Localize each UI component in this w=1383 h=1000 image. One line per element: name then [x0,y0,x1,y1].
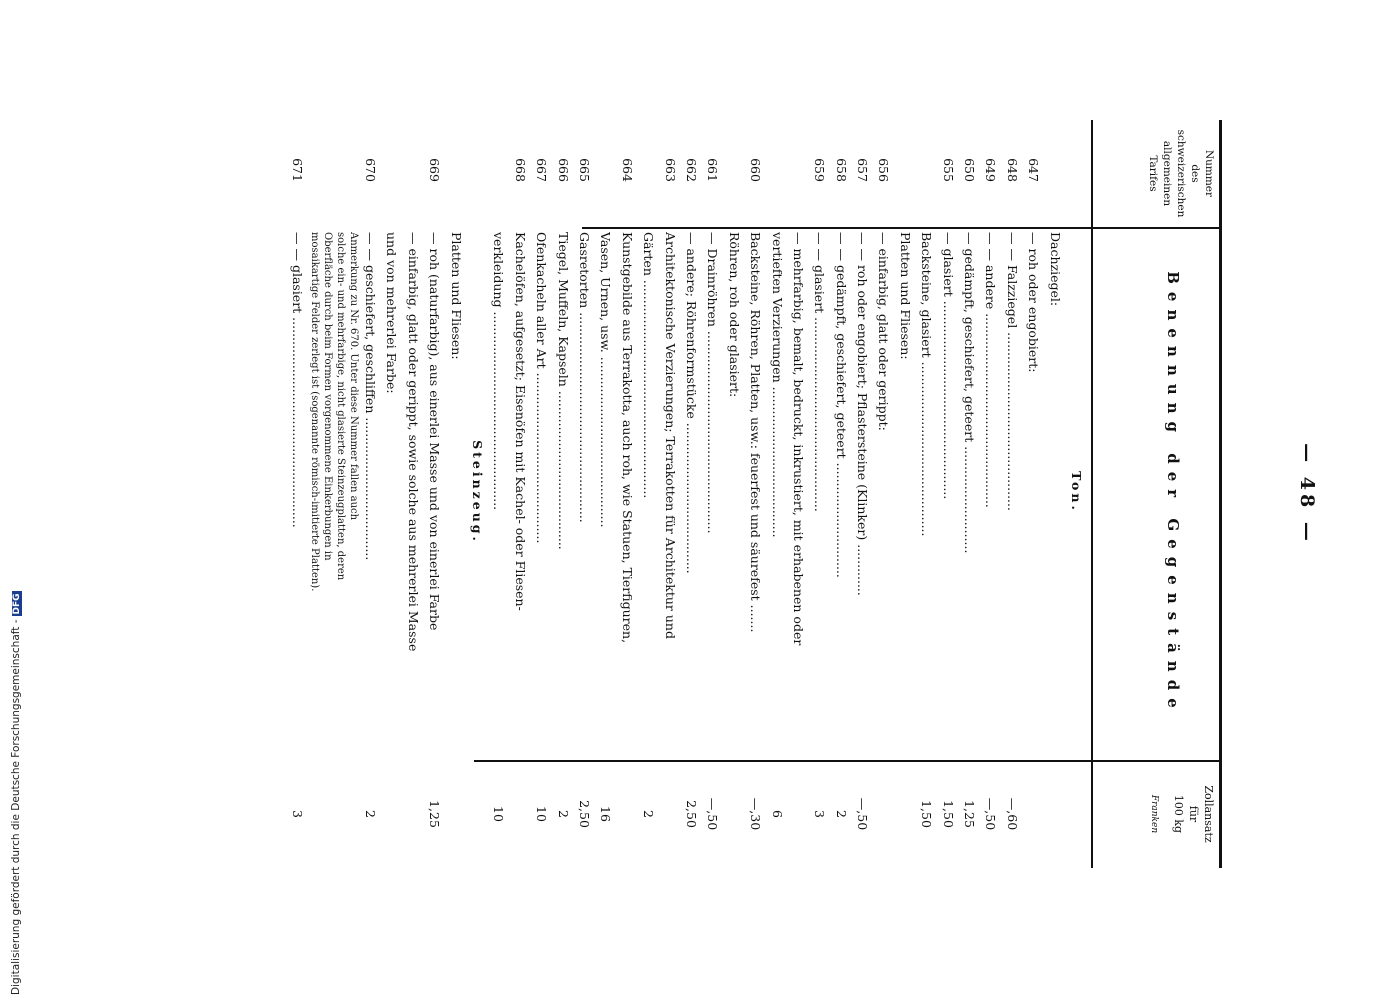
table-row [638,120,659,868]
duty-rate: 3 [812,810,828,818]
table-row [347,120,360,868]
tariff-number: 649 [983,158,999,182]
duty-rate: 2,50 [683,800,699,828]
credit-text: Digitalisierung gefördert durch die Deutsche Forschungsgemeinschaft - [10,619,22,995]
table-row [381,120,402,868]
table-row [681,120,702,868]
tariff-number: 666 [555,158,571,182]
tariff-number: 658 [833,158,849,182]
table-row [595,120,616,868]
table-row [852,120,873,868]
item-description: — — andere ................................................. [983,232,999,508]
top-rule [1219,120,1222,868]
tariff-number: 659 [812,158,828,182]
item-description: — — gedämpft, geschiefert, geteert ............................. [833,232,849,578]
section-heading: Steinzeug. [470,440,486,544]
table-row [1023,120,1044,868]
tariff-table-body [286,120,1087,868]
table-row [766,120,787,868]
table-row [723,120,744,868]
table-row [830,120,851,868]
table-row [980,120,1001,868]
item-description: Dachziegel: [1047,232,1063,307]
header-rate-column: Zollansatz für 100 kg Franken [1146,760,1216,868]
header-title: Benennung der Gegenstände [1164,271,1182,716]
tariff-number: 670 [363,158,379,182]
item-description: — — Falzziegel ............................................. [1004,232,1020,511]
item-description: Gärten ....................................................... [641,232,657,499]
item-description: Platten und Fliesen: [448,232,464,360]
tariff-number: 650 [962,158,978,182]
tariff-number: 647 [1026,158,1042,182]
table-row [286,120,307,868]
table-row [488,120,509,868]
duty-rate: —,50 [983,797,999,831]
duty-rate: 10 [491,806,507,822]
table-row [809,120,830,868]
duty-rate: 1,25 [427,800,443,828]
item-description: — — glasiert ..................................................... [289,232,305,528]
table-row [467,120,488,868]
tariff-number: 660 [748,158,764,182]
duty-rate: 1,50 [940,800,956,828]
tariff-number: 662 [683,158,699,182]
item-description: Röhren, roh oder glasiert: [726,232,742,398]
dfg-badge: DFG [12,593,22,615]
duty-rate: 10 [534,806,550,822]
note-text: mosaikartige Felder zerlegt ist (sogenannte römisch-imitierte Platten). [308,232,320,592]
table-row [424,120,445,868]
tariff-number: 664 [619,158,635,182]
item-description: Kunstgebilde aus Terrakotta, auch roh, wie Statuen, Tierfiguren, [619,232,635,644]
duty-rate: 2 [641,810,657,818]
item-description: Platten und Fliesen: [897,232,913,360]
note-text: Oberfläche durch beim Formen vorgenommene Einkerbungen in [321,232,333,561]
table-row [937,120,958,868]
item-description: — Drainröhren ................................................... [705,232,721,534]
table-row [509,120,530,868]
table-row [1044,120,1065,868]
tariff-number: 667 [534,158,550,182]
item-description: Kachelöfen, aufgesetzt; Eisenöfen mit Kachel- oder Fliesen- [512,232,528,611]
item-description: Gasretorten ..................................................... [577,232,593,523]
table-row [403,120,424,868]
tariff-page [122,120,1318,868]
tariff-number: 665 [577,158,593,182]
duty-rate: —,50 [705,797,721,831]
tariff-number: 648 [1004,158,1020,182]
table-row [616,120,637,868]
table-row [959,120,980,868]
table-row [531,120,552,868]
duty-rate: 2 [363,810,379,818]
table-row [445,120,466,868]
duty-rate: —,60 [1004,797,1020,831]
tariff-number: 657 [855,158,871,182]
tariff-number: 668 [512,158,528,182]
item-description: — einfarbig, glatt oder gerippt: [876,232,892,431]
table-row [873,120,894,868]
digitization-credit [0,0,20,1000]
duty-rate: 6 [769,810,785,818]
item-description: — — glasiert ................................................. [812,232,828,512]
section-heading: Ton. [1069,471,1084,513]
table-row [321,120,334,868]
duty-rate: 16 [598,806,614,822]
table-row [360,120,381,868]
item-description: — roh oder engobiert: [1026,232,1042,373]
duty-rate: 3 [289,810,305,818]
item-description: Ofenkacheln aller Art ........................................... [534,232,550,544]
duty-rate: 1,25 [962,800,978,828]
table-row [916,120,937,868]
item-description: Tiegel, Muffeln, Kapseln ........................................ [555,232,571,550]
tariff-number: 656 [876,158,892,182]
item-description: verkleidung .................................................. [491,232,507,511]
duty-rate: —,50 [855,797,871,831]
table-row [334,120,347,868]
rate-unit: Franken [1149,794,1159,834]
item-description: — — roh oder engobiert; Pflastersteine (Klinker) ............. [855,232,871,596]
item-description: Backsteine, glasiert ............................................ [919,232,935,537]
item-description: Vasen, Urnen, usw. ........................................... [598,232,614,528]
item-description: und von mehrerlei Farbe: [384,232,400,394]
header-number-column: Nummer des schweizerischen allgemeinen Tarifes [1147,129,1215,218]
table-row [894,120,915,868]
tariff-number: 661 [705,158,721,182]
tariff-number: 655 [940,158,956,182]
item-description: Architektonische Verzierungen; Terrakotten für Architektur und [662,232,678,639]
item-description: — glasiert .................................................. [940,232,956,500]
duty-rate: 2 [555,810,571,818]
note-text: Anmerkung zu Nr. 670. Unter diese Nummer fallen auch [347,232,359,521]
item-description: — gedämpft, geschiefert, geteert ........................... [962,232,978,554]
item-description: — mehrfarbig, bemalt, bedruckt, inkrustiert, mit erhabenen oder [790,232,806,646]
duty-rate: 1,50 [919,800,935,828]
table-row [659,120,680,868]
table-row [702,120,723,868]
page-number: — 48 — [1296,443,1318,545]
table-row [745,120,766,868]
table-row [574,120,595,868]
table-row [552,120,573,868]
tariff-number: 669 [427,158,443,182]
item-description: — — geschiefert, geschliffen .................................... [363,232,379,561]
item-description: Backsteine, Röhren, Platten, usw.: feuerfest und säurefest ....... [748,232,764,633]
table-row [1066,120,1087,868]
duty-rate: —,30 [748,797,764,831]
table-row [788,120,809,868]
header-rule [1091,120,1093,868]
table-row [1001,120,1022,868]
table-row [308,120,321,868]
note-text: solche ein- und mehrfarbige, nicht glasierte Steinzeugplatten, deren [334,232,346,581]
item-description: — andere; Röhrenformstücke ...................................... [683,232,699,574]
tariff-number: 671 [289,158,305,182]
duty-rate: 2,50 [577,800,593,828]
item-description: — einfarbig, glatt oder gerippt, sowie solche aus mehrerlei Masse [405,232,421,652]
item-description: vertieften Verzierungen ...................................... [769,232,785,538]
item-description: — roh (naturfarbig), aus einerlei Masse und von einerlei Farbe [427,232,443,631]
duty-rate: 2 [833,810,849,818]
tariff-number: 663 [662,158,678,182]
